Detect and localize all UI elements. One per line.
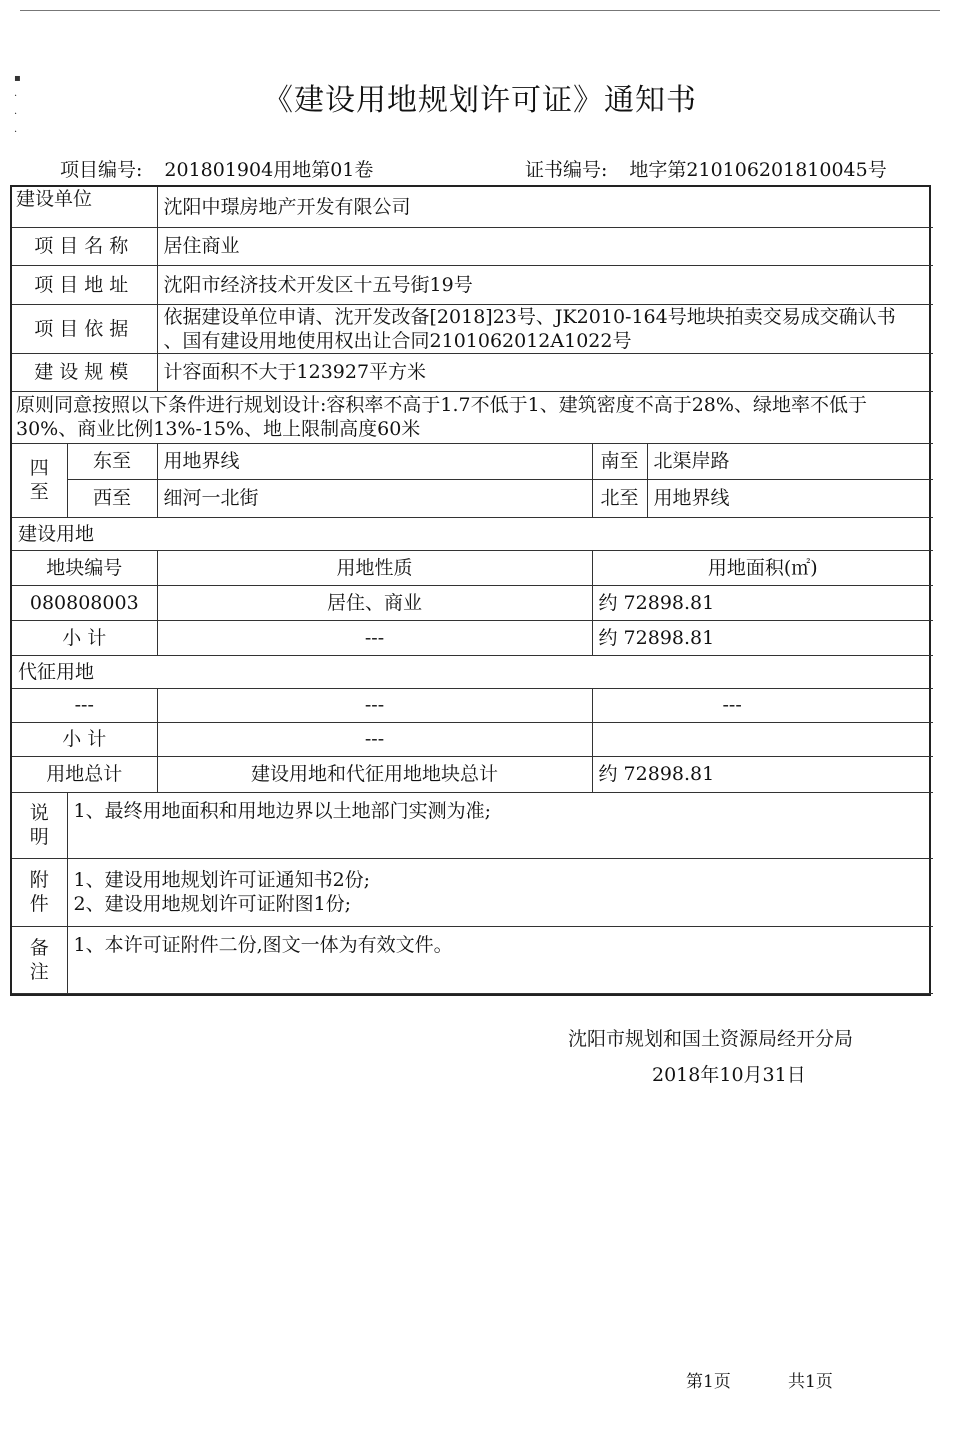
row-construction-subtotal xyxy=(12,620,933,655)
construction-land-section-label: 建设用地 xyxy=(12,517,933,550)
construction-scale-label: 建设规模 xyxy=(12,353,157,391)
row-construction-scale xyxy=(12,353,933,391)
permit-table xyxy=(12,187,933,994)
substitute-subtotal-area xyxy=(592,722,933,756)
boundary-label-bottom: 至 xyxy=(29,481,49,503)
construction-subtotal-label: 小 计 xyxy=(12,620,157,655)
total-pages: 共1页 xyxy=(788,1372,833,1392)
project-name-value: 居住商业 xyxy=(157,227,933,265)
scan-marks: ▪ · · · xyxy=(14,73,21,138)
project-basis-label: 项目依据 xyxy=(12,304,157,353)
project-basis-line-1: 依据建设单位申请、沈开发改备[2018]23号、JK2010-164号地块拍卖交易成交确认书 xyxy=(163,305,896,328)
land-total-label: 用地总计 xyxy=(12,756,157,792)
row-construction-land-section xyxy=(12,517,933,550)
substitute-parcel-number: --- xyxy=(12,688,157,722)
certificate-number-value: 地字第210106201810045号 xyxy=(629,159,887,181)
planning-principle-line-1: 原则同意按照以下条件进行规划设计:容积率不高于1.7不低于1、建筑密度不高于28%、绿地率不低于 xyxy=(16,394,867,416)
south-value: 北渠岸路 xyxy=(647,443,933,479)
scan-top-line xyxy=(20,10,940,11)
north-value: 用地界线 xyxy=(647,479,933,517)
attachment-item-2: 2、建设用地规划许可证附图1份; xyxy=(73,893,352,915)
project-number xyxy=(60,155,373,182)
project-address-label: 项目地址 xyxy=(12,265,157,304)
boundary-label xyxy=(12,443,67,517)
certificate-number-label: 证书编号: xyxy=(525,159,608,181)
row-construction-unit xyxy=(12,187,933,227)
east-value: 用地界线 xyxy=(157,443,592,479)
substitute-subtotal-label: 小 计 xyxy=(12,722,157,756)
planning-principle-line-2: 30%、商业比例13%-15%、地上限制高度60米 xyxy=(16,418,421,440)
parcel-area: 约 72898.81 xyxy=(592,585,933,620)
substitute-subtotal-nature: --- xyxy=(157,722,592,756)
document-title: 《建设用地规划许可证》通知书 xyxy=(263,83,697,119)
row-boundary-east-south xyxy=(12,443,933,479)
substitute-parcel-nature: --- xyxy=(157,688,592,722)
parcel-number: 080808003 xyxy=(12,585,157,620)
row-parcel xyxy=(12,585,933,620)
construction-subtotal-nature: --- xyxy=(157,620,592,655)
west-label: 西至 xyxy=(67,479,157,517)
parcel-nature: 居住、商业 xyxy=(157,585,592,620)
permit-form xyxy=(10,185,931,996)
row-boundary-west-north xyxy=(12,479,933,517)
column-parcel-number: 地块编号 xyxy=(12,550,157,585)
project-basis-line-2: 、国有建设用地使用权出让合同2101062012A1022号 xyxy=(163,329,632,352)
row-substitute-subtotal xyxy=(12,722,933,756)
project-basis-value xyxy=(157,304,933,353)
land-total-description: 建设用地和代征用地地块总计 xyxy=(157,756,592,792)
row-attachments xyxy=(12,858,933,926)
boundary-label-top: 四 xyxy=(29,457,49,479)
project-number-label: 项目编号: xyxy=(60,159,143,181)
attachments-label-bottom: 件 xyxy=(29,893,49,915)
row-land-total xyxy=(12,756,933,792)
construction-scale-value: 计容面积不大于123927平方米 xyxy=(157,353,933,391)
certificate-number xyxy=(525,155,887,182)
row-land-table-header xyxy=(12,550,933,585)
east-label xyxy=(67,443,157,479)
south-label: 南至 xyxy=(592,443,647,479)
row-project-basis xyxy=(12,304,933,353)
attachments-label-top: 附 xyxy=(29,869,49,891)
north-label: 北至 xyxy=(592,479,647,517)
planning-principle xyxy=(12,391,933,443)
explanation-label xyxy=(12,792,67,858)
row-substitute-parcel xyxy=(12,688,933,722)
row-remarks xyxy=(12,926,933,993)
project-name-label: 项目名称 xyxy=(12,227,157,265)
issue-date: 2018年10月31日 xyxy=(652,1064,806,1086)
column-land-area: 用地面积(㎡) xyxy=(592,550,933,585)
project-address-value: 沈阳市经济技术开发区十五号街19号 xyxy=(157,265,933,304)
attachment-item-1: 1、建设用地规划许可证通知书2份; xyxy=(73,869,371,891)
construction-subtotal-area: 约 72898.81 xyxy=(592,620,933,655)
substitute-parcel-area: --- xyxy=(592,688,933,722)
explanation-label-bottom: 明 xyxy=(29,826,49,848)
remarks-label xyxy=(12,926,67,993)
substitute-land-section-label: 代征用地 xyxy=(12,655,933,688)
remarks-label-top: 备 xyxy=(29,936,49,959)
row-explanation xyxy=(12,792,933,858)
issuing-authority: 沈阳市规划和国土资源局经开分局 xyxy=(568,1028,854,1050)
page-number: 第1页 xyxy=(686,1372,731,1392)
row-planning-principle xyxy=(12,391,933,443)
attachments-label xyxy=(12,858,67,926)
remarks-label-bottom: 注 xyxy=(29,960,49,983)
east-label-text: 东至 xyxy=(93,450,132,472)
row-substitute-land-section xyxy=(12,655,933,688)
explanation-label-top: 说 xyxy=(29,802,49,824)
west-value: 细河一北街 xyxy=(157,479,592,517)
remarks-text: 1、本许可证附件二份,图文一体为有效文件。 xyxy=(67,926,933,993)
construction-unit-label: 建设单位 xyxy=(12,187,157,227)
row-project-address xyxy=(12,265,933,304)
project-number-value: 201801904用地第01卷 xyxy=(164,159,374,181)
attachments-text xyxy=(67,858,933,926)
row-project-name xyxy=(12,227,933,265)
construction-unit-value: 沈阳中璟房地产开发有限公司 xyxy=(157,187,933,227)
column-land-nature: 用地性质 xyxy=(157,550,592,585)
explanation-text: 1、最终用地面积和用地边界以土地部门实测为准; xyxy=(67,792,933,858)
land-total-area: 约 72898.81 xyxy=(592,756,933,792)
